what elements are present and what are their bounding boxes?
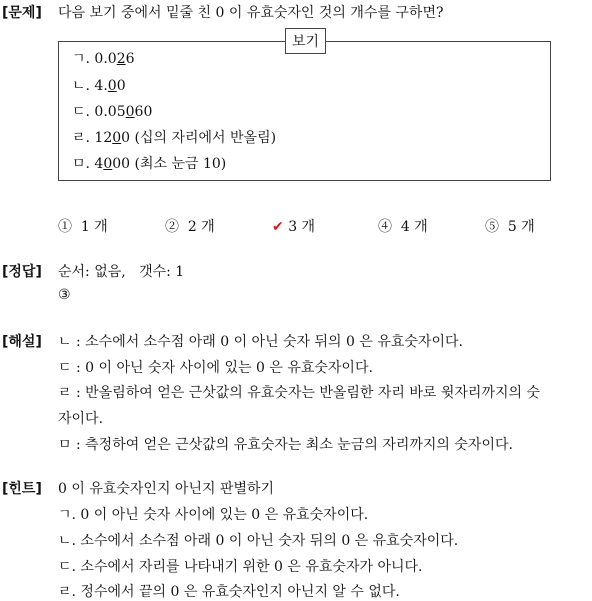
choice-1[interactable]: ① 1 개 (58, 219, 108, 235)
example-item-2: ㄴ. 4.00 (72, 78, 126, 94)
hint-line: ㄹ. 정수에서 끝의 0 은 유효숫자인지 아닌지 알 수 없다. (58, 584, 400, 600)
answer-tag: [정답] (2, 264, 42, 280)
example-item-5: ㅁ. 4000 (최소 눈금 10) (72, 156, 227, 172)
explanation-line: ㄷ : 0 이 아닌 숫자 사이에 있는 0 은 유효숫자이다. (58, 360, 373, 376)
hint-line: 0 이 유효숫자인지 아닌지 판별하기 (58, 481, 275, 497)
answer-mark: ③ (58, 287, 71, 303)
choice-3[interactable]: ✔ 3 개 (272, 219, 316, 235)
explanation-line: ㄹ : 반올림하여 얻은 근삿값의 유효숫자는 반올림한 자리 바로 윗자리까지의 숫 (58, 385, 540, 401)
explanation-line: ㅁ : 측정하여 얻은 근삿값의 유효숫자는 최소 눈금의 자리까지의 숫자이다. (58, 437, 513, 453)
choice-5[interactable]: ⑤ 5 개 (485, 219, 535, 235)
example-item-1: ㄱ. 0.026 (72, 51, 135, 67)
answer-line: 순서: 없음, 갯수: 1 (58, 264, 185, 280)
hint-line: ㄴ. 소수에서 소수점 아래 0 이 아닌 숫자 뒤의 0 은 유효숫자이다. (58, 533, 459, 549)
hint-line: ㄱ. 0 이 아닌 숫자 사이에 있는 0 은 유효숫자이다. (58, 507, 369, 523)
explanation-line: ㄴ : 소수에서 소수점 아래 0 이 아닌 숫자 뒤의 0 은 유효숫자이다. (58, 334, 463, 350)
problem-tag: [문제] (2, 5, 42, 21)
question-text: 다음 보기 중에서 밑줄 친 0 이 유효숫자인 것의 개수를 구하면? (58, 5, 444, 21)
hint-line: ㄷ. 소수에서 자리를 나타내기 위한 0 은 유효숫자가 아니다. (58, 559, 423, 575)
example-item-3: ㄷ. 0.05060 (72, 104, 153, 120)
explanation-line: 자이다. (58, 411, 104, 427)
choice-4[interactable]: ④ 4 개 (378, 219, 428, 235)
example-item-4: ㄹ. 1200 (십의 자리에서 반올림) (72, 130, 277, 146)
hint-tag: [힌트] (2, 481, 42, 497)
check-icon: ✔ (272, 219, 284, 235)
explanation-tag: [해설] (2, 334, 42, 350)
box-label: 보기 (285, 28, 326, 54)
choice-2[interactable]: ② 2 개 (165, 219, 215, 235)
